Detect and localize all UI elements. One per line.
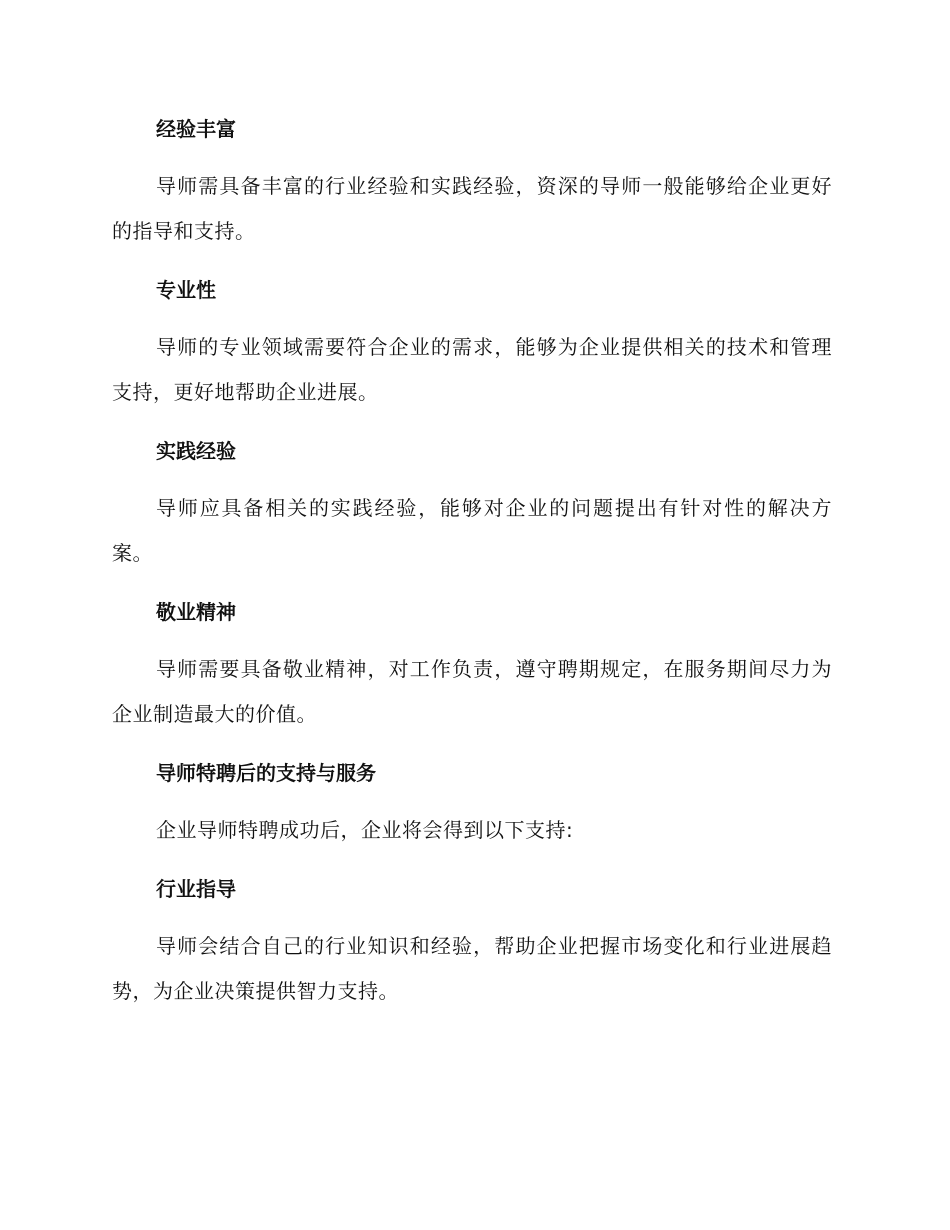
section-heading-dedication: 敬业精神	[156, 600, 236, 624]
section-body-practice: 导师应具备相关的实践经验，能够对企业的问题提出有针对性的解决方案。	[112, 496, 832, 565]
section-heading-professionalism: 专业性	[156, 278, 216, 302]
section-body-industry-guidance: 导师会结合自己的行业知识和经验，帮助企业把握市场变化和行业进展趋势，为企业决策提供智力支持。	[112, 934, 832, 1003]
section-heading-industry-guidance: 行业指导	[156, 877, 236, 901]
section-body-professionalism: 导师的专业领域需要符合企业的需求，能够为企业提供相关的技术和管理支持，更好地帮助企业进展。	[112, 335, 832, 404]
document-content	[112, 106, 832, 1027]
section-body-experience: 导师需具备丰富的行业经验和实践经验，资深的导师一般能够给企业更好的指导和支持。	[112, 174, 832, 243]
section-body-dedication: 导师需要具备敬业精神，对工作负责，遵守聘期规定，在服务期间尽力为企业制造最大的价值。	[112, 657, 832, 726]
section-heading-practice: 实践经验	[156, 439, 236, 463]
section-body-support-services: 企业导师特聘成功后，企业将会得到以下支持:	[156, 818, 574, 842]
section-heading-experience: 经验丰富	[156, 117, 236, 141]
section-heading-support-services: 导师特聘后的支持与服务	[156, 761, 376, 785]
